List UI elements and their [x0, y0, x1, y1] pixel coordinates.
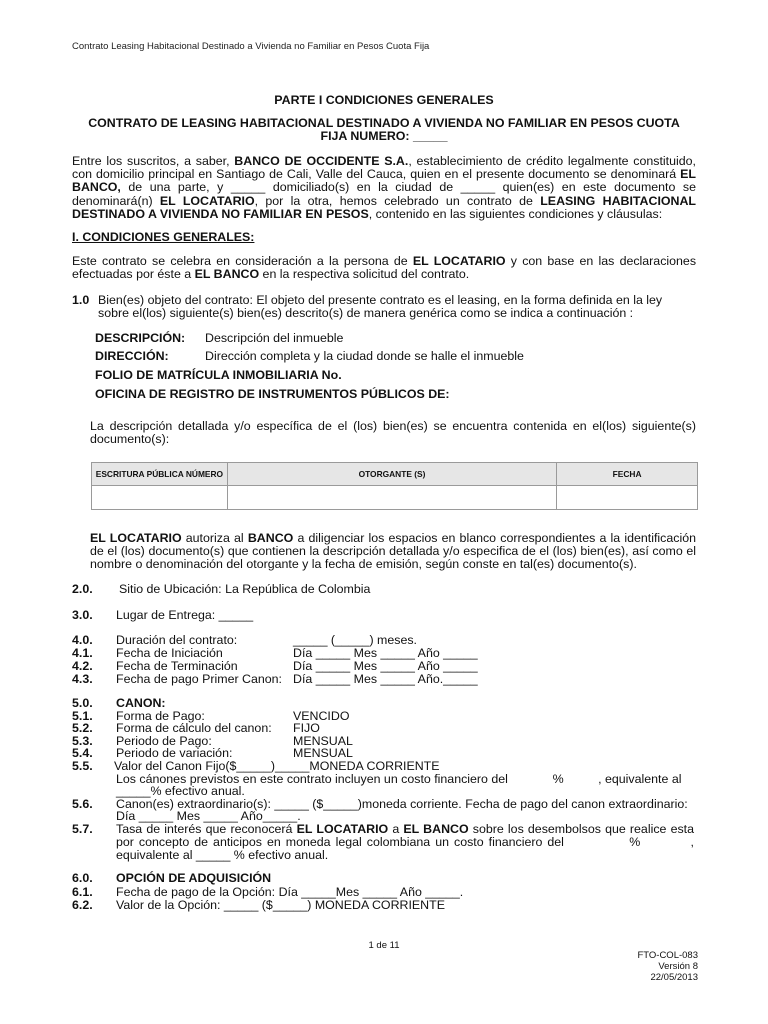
clause-4-1-label: Fecha de Iniciación [116, 646, 223, 660]
documents-table [91, 462, 698, 510]
form-date: 22/05/2013 [650, 972, 698, 983]
clause-6-1-number: 6.1. [72, 885, 93, 899]
clause-1-0-line2: sobre el(los) siguiente(s) bien(es) descrito(s) de manera genérica como se indica a continuación : [98, 306, 634, 321]
direccion-label: DIRECCIÓN: [95, 349, 169, 363]
page-number: 1 de 11 [368, 940, 400, 951]
clause-5-5-line2: Los cánones previstos en este contrato incluyen un costo financiero del % , equivalente al [116, 772, 682, 786]
clause-6-number: 6.0. [72, 871, 93, 885]
clause-5-5-number: 5.5. [72, 759, 93, 773]
clause-5-6-number: 5.6. [72, 797, 93, 811]
col-escritura: ESCRITURA PÚBLICA NÚMERO [92, 463, 228, 486]
clause-5-3-number: 5.3. [72, 734, 93, 748]
section1-heading: I. CONDICIONES GENERALES: [72, 230, 255, 244]
cell-fecha [557, 486, 698, 510]
intro-paragraph [72, 155, 696, 221]
clause-4-label: Duración del contrato: [116, 633, 238, 647]
cell-escritura [92, 486, 228, 510]
form-code: FTO-COL-083 [637, 950, 698, 961]
clause-5-label: CANON: [116, 696, 166, 710]
clause-5-4-number: 5.4. [72, 746, 93, 760]
cell-otorgante [227, 486, 556, 510]
intro-text-d: , por la otra, hemos celebrado un contrato de [254, 193, 541, 208]
clause-5-7-number: 5.7. [72, 822, 93, 836]
clause-4-1-number: 4.1. [72, 646, 93, 660]
clause-5-2-number: 5.2. [72, 721, 93, 735]
authorization-paragraph [90, 532, 696, 572]
clause-5-7-text-c: sobre los desembolsos que realice esta por concepto de anticipos en moneda legal colombiana un costo financiero del % , equivalente al _____ % efectivo anual. [116, 822, 698, 863]
clause-5-1-label: Forma de Pago: [116, 709, 205, 723]
clause-3-number: 3.0. [72, 608, 93, 622]
clause-4-number: 4.0. [72, 633, 93, 647]
intro-text-b: , establecimiento de crédito legalmente constituido, con domicilio principal en Santiago de Cali, Valle del Cauca, quien en el presente documento se denominará [72, 154, 696, 182]
documents-table-header [92, 463, 698, 486]
clause-4-3-number: 4.3. [72, 672, 93, 686]
clause-6-2-number: 6.2. [72, 898, 93, 912]
clause-4-2-number: 4.2. [72, 659, 93, 673]
clause-2-number: 2.0. [72, 582, 93, 596]
clause-3-text: Lugar de Entrega: _____ [116, 608, 254, 622]
clause-6-1-text: Fecha de pago de la Opción: Día _____Mes _____ Año _____. [116, 885, 464, 899]
section1-text-a: Este contrato se celebra en consideración a la persona de [72, 254, 413, 268]
clause-5-5-line3: _____% efectivo anual. [116, 784, 245, 798]
col-fecha: FECHA [557, 463, 698, 486]
running-header: Contrato Leasing Habitacional Destinado a Vivienda no Familiar en Pesos Cuota Fija [72, 41, 430, 52]
clause-5-7-text [116, 822, 698, 863]
clause-4-3-label: Fecha de pago Primer Canon: [116, 672, 282, 686]
clause-5-6-line2: Día _____ Mes _____ Año_____. [116, 809, 301, 823]
clause-5-4-value: MENSUAL [293, 746, 353, 760]
contract-title [72, 117, 696, 143]
leasing-term: LEASING HABITACIONAL DESTINADO A VIVIENDA NO FAMILIAR EN PESOS [72, 193, 697, 221]
clause-1-0-number: 1.0 [72, 293, 90, 307]
section1-paragraph [72, 255, 696, 281]
intro-text-a: Entre los suscritos, a saber, [72, 154, 235, 168]
contract-title-line1: CONTRATO DE LEASING HABITACIONAL DESTINADO A VIVIENDA NO FAMILIAR EN PESOS CUOTA [88, 116, 680, 130]
authorization-banco: BANCO [247, 531, 294, 545]
intro-text-c: de una parte, y _____ domiciliado(s) en la ciudad de _____ quien(es) en este documento se denominará(n) [72, 180, 696, 208]
section1-locatario: EL LOCATARIO [412, 254, 506, 268]
clause-5-3-label: Periodo de Pago: [116, 734, 212, 748]
clause-5-4-label: Periodo de variación: [116, 746, 233, 760]
el-locatario-term: EL LOCATARIO [159, 193, 255, 208]
clause-6-label: OPCIÓN DE ADQUISICIÓN [116, 871, 272, 885]
clause-1-0-line1: Bien(es) objeto del contrato: El objeto del presente contrato es el leasing, en la forma definida en la ley [98, 293, 663, 307]
clause-4-1-value: Día _____ Mes _____ Año _____ [293, 646, 478, 660]
section1-text-b: y con base en las declaraciones efectuadas por éste a [72, 254, 697, 282]
clause-5-2-value: FIJO [293, 721, 320, 735]
bank-name: BANCO DE OCCIDENTE S.A. [234, 154, 409, 168]
clause-5-7-banco: EL BANCO [403, 822, 469, 836]
authorization-text-b: a diligenciar los espacios en blanco correspondientes a la identificación de el (los) documento(s) que contienen la descripción detallada y/o especifica de el (los) bien(es), así como el nombre o denominación del otorgante y la fecha de emisión, según conste en tal(es) documento(s). [90, 531, 696, 572]
clause-6-2-text: Valor de la Opción: _____ ($_____) MONEDA CORRIENTE [116, 898, 445, 912]
clause-5-2-label: Forma de cálculo del canon: [116, 721, 272, 735]
clause-5-7-text-b: a [388, 822, 404, 836]
detail-paragraph: La descripción detallada y/o específica de el (los) bien(es) se encuentra contenida en el(los) siguiente(s) documento(s): [90, 419, 696, 447]
clause-4-3-value: Día _____ Mes _____ Año._____ [293, 672, 478, 686]
descripcion-label: DESCRIPCIÓN: [95, 331, 186, 345]
oficina-label: OFICINA DE REGISTRO DE INSTRUMENTOS PÚBLICOS DE: [95, 387, 450, 401]
clause-1-0-text [98, 294, 696, 320]
authorization-locatario: EL LOCATARIO [90, 531, 182, 545]
clause-5-7-text-a: Tasa de interés que reconocerá [116, 822, 297, 836]
clause-4-2-label: Fecha de Terminación [116, 659, 238, 673]
authorization-text-a: autoriza al [181, 531, 248, 545]
folio-label: FOLIO DE MATRÍCULA INMOBILIARIA No. [95, 368, 342, 382]
clause-5-number: 5.0. [72, 696, 93, 710]
clause-2-text: Sitio de Ubicación: La República de Colombia [119, 582, 371, 596]
section1-text-c: en la respectiva solicitud del contrato. [259, 267, 470, 282]
clause-5-5-label: Valor del Canon Fijo($_____)_____MONEDA CORRIENTE [114, 759, 440, 773]
clause-4-value: _____ (_____) meses. [293, 633, 417, 647]
clause-5-1-value: VENCIDO [293, 709, 350, 723]
clause-5-6-line1: Canon(es) extraordinario(s): _____ ($_____)moneda corriente. Fecha de pago del canon extraordinario: [116, 797, 688, 811]
col-otorgante: OTORGANTE (S) [227, 463, 556, 486]
el-banco-term: EL BANCO, [72, 167, 696, 195]
form-code-block [637, 950, 698, 983]
intro-text-e: , contenido en las siguientes condiciones y cláusulas: [368, 206, 663, 221]
section1-banco: EL BANCO [194, 267, 260, 282]
clause-5-3-value: MENSUAL [293, 734, 353, 748]
table-row [92, 486, 698, 510]
direccion-value: Dirección completa y la ciudad donde se halle el inmueble [205, 349, 524, 363]
clause-5-7-locatario: EL LOCATARIO [296, 822, 389, 836]
contract-title-line2: FIJA NUMERO: _____ [320, 129, 448, 144]
clause-4-2-value: Día _____ Mes _____ Año _____ [293, 659, 478, 673]
descripcion-value: Descripción del inmueble [205, 331, 344, 345]
clause-5-1-number: 5.1. [72, 709, 93, 723]
form-version: Versión 8 [658, 961, 698, 972]
part-title: PARTE I CONDICIONES GENERALES [274, 93, 494, 107]
